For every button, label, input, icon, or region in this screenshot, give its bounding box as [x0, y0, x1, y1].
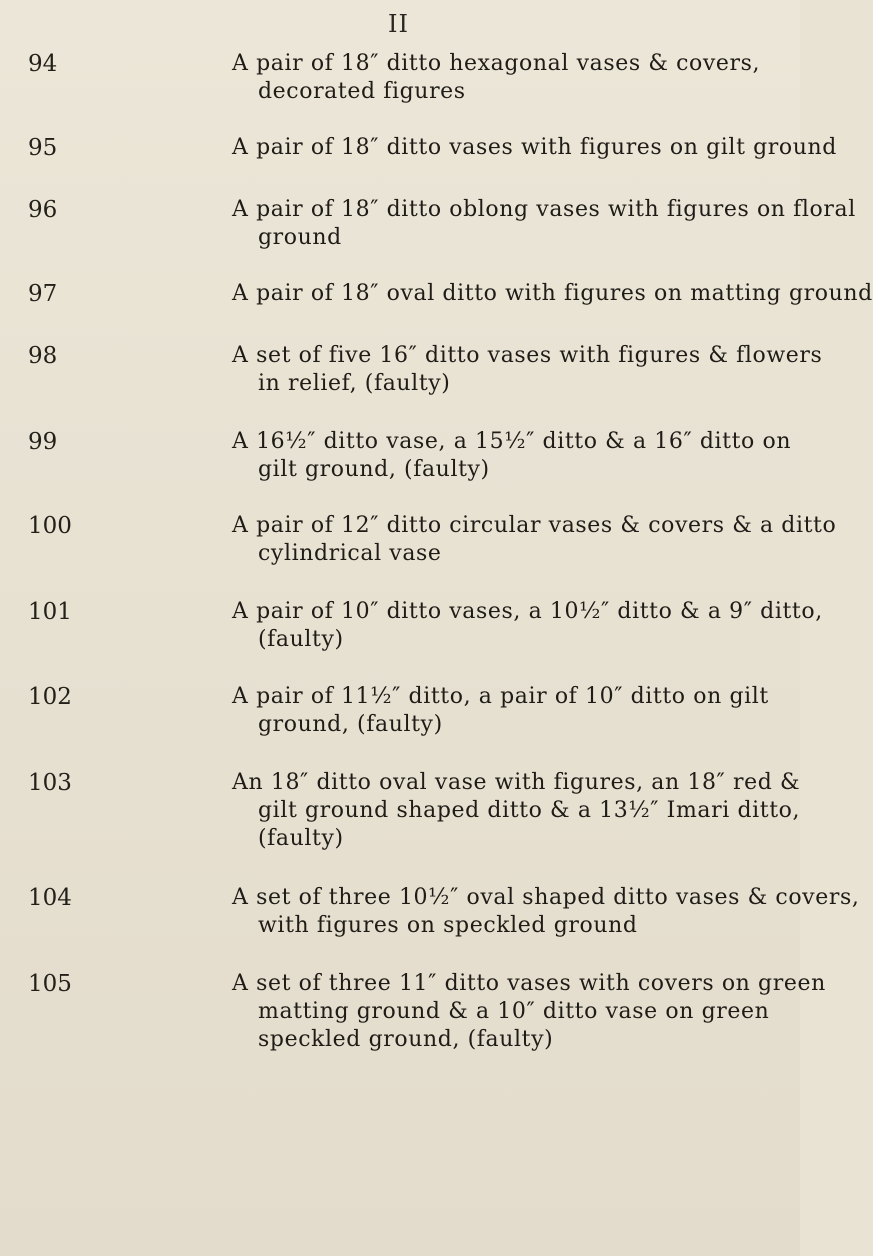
- description-line: in relief, (faulty): [258, 371, 451, 396]
- lot-description: [232, 683, 772, 739]
- description-line: A pair of 18″ ditto hexagonal vases & covers,: [232, 51, 761, 76]
- description-line: with figures on speckled ground: [258, 913, 638, 938]
- description-line: A pair of 12″ ditto circular vases & covers & a ditto: [232, 513, 837, 538]
- description-line: A pair of 18″ ditto oblong vases with figures on floral: [232, 197, 856, 222]
- description-line: A 16½″ ditto vase, a 15½″ ditto & a 16″ ditto on: [232, 429, 792, 454]
- description-line: speckled ground, (faulty): [258, 1027, 554, 1052]
- lot-description: [232, 280, 873, 308]
- lot-description: [232, 342, 823, 398]
- lot-number: 104: [28, 885, 72, 911]
- description-line: decorated figures: [258, 79, 466, 104]
- lot-description: [232, 428, 792, 484]
- description-line: matting ground & a 10″ ditto vase on green: [258, 999, 770, 1024]
- lot-number: 95: [28, 135, 58, 161]
- lot-number: 99: [28, 429, 58, 455]
- lot-description: [232, 512, 837, 568]
- lot-description: [232, 598, 823, 654]
- page-number: II: [388, 10, 409, 38]
- description-line: ground: [258, 225, 342, 250]
- lot-number: 105: [28, 971, 72, 997]
- lot-description: [232, 196, 856, 252]
- lot-number: 102: [28, 684, 72, 710]
- description-line: cylindrical vase: [258, 541, 442, 566]
- lot-description: [232, 884, 860, 940]
- lot-description: [232, 134, 837, 162]
- lot-number: 96: [28, 197, 58, 223]
- lot-number: 98: [28, 343, 58, 369]
- description-line: A pair of 11½″ ditto, a pair of 10″ ditto on gilt: [232, 684, 769, 709]
- description-line: A pair of 18″ oval ditto with figures on matting ground: [232, 281, 873, 306]
- description-line: gilt ground, (faulty): [258, 457, 490, 482]
- description-line: A pair of 18″ ditto vases with figures on gilt ground: [232, 135, 837, 160]
- lot-number: 94: [28, 51, 58, 77]
- description-line: gilt ground shaped ditto & a 13½″ Imari ditto,: [258, 798, 801, 823]
- description-line: An 18″ ditto oval vase with figures, an 18″ red &: [232, 770, 801, 795]
- description-line: (faulty): [258, 826, 344, 851]
- lot-number: 100: [28, 513, 72, 539]
- lot-description: [232, 970, 826, 1054]
- description-line: A set of three 11″ ditto vases with covers on green: [232, 971, 826, 996]
- lot-description: [232, 50, 772, 106]
- description-line: ground, (faulty): [258, 712, 443, 737]
- lot-number: 97: [28, 281, 58, 307]
- description-line: A set of five 16″ ditto vases with figures & flowers: [232, 343, 823, 368]
- description-line: A pair of 10″ ditto vases, a 10½″ ditto & a 9″ ditto,: [232, 599, 823, 624]
- lot-number: 103: [28, 770, 72, 796]
- description-line: A set of three 10½″ oval shaped ditto vases & covers,: [232, 885, 860, 910]
- lot-description: [232, 769, 801, 853]
- lot-number: 101: [28, 599, 72, 625]
- description-line: (faulty): [258, 627, 344, 652]
